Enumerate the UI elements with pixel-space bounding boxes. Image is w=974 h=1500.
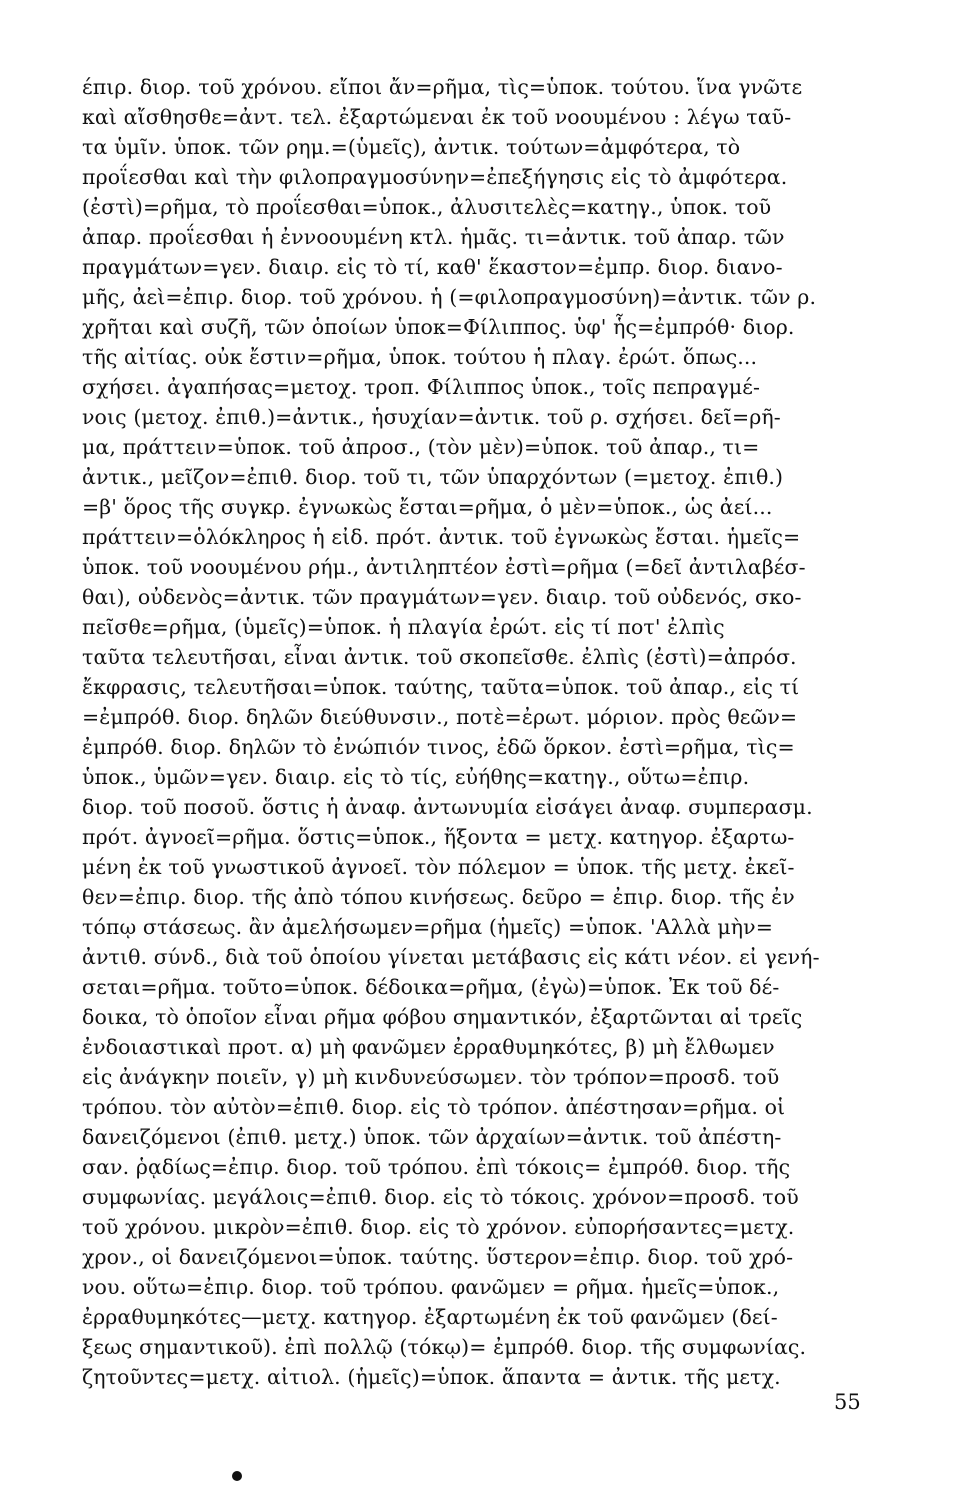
text-line: δοικα, τὸ ὁποῖον εἶναι ρῆμα φόβου σημαντικόν, ἐξαρτῶνται αἱ τρεῖς xyxy=(82,1005,803,1029)
text-line: διορ. τοῦ ποσοῦ. ὅστις ἡ ἀναφ. ἀντωνυμία εἰσάγει ἀναφ. συμπερασμ. xyxy=(82,795,813,819)
text-line: τόπῳ στάσεως. ἂν ἀμελήσωμεν=ρῆμα (ἡμεῖς) =ὑποκ. 'Αλλὰ μὴν= xyxy=(82,915,773,939)
text-line: μένη ἐκ τοῦ γνωστικοῦ ἀγνοεῖ. τὸν πόλεμον = ὑποκ. τῆς μετχ. ἐκεῖ- xyxy=(82,855,795,879)
text-line: πεῖσθε=ρῆμα, (ὑμεῖς)=ὑποκ. ἡ πλαγία ἐρώτ. εἰς τί ποτ' ἐλπὶς xyxy=(82,615,725,639)
text-line: ταῦτα τελευτῆσαι, εἶναι ἀντικ. τοῦ σκοπεῖσθε. ἐλπὶς (ἐστὶ)=ἀπρόσ. xyxy=(82,645,797,669)
text-line: πράττειν=ὁλόκληρος ἡ εἰδ. πρότ. ἀντικ. τοῦ ἐγνωκὼς ἔσται. ἡμεῖς= xyxy=(82,525,801,549)
text-line: ἀντιθ. σύνδ., διὰ τοῦ ὁποίου γίνεται μετάβασις εἰς κάτι νέον. εἰ γενή- xyxy=(82,945,820,969)
text-line: σχήσει. ἀγαπήσας=μετοχ. τροπ. Φίλιππος ὑποκ., τοῖς πεπραγμέ- xyxy=(82,375,760,399)
text-line: (ἐστὶ)=ρῆμα, τὸ προΐεσθαι=ὑποκ., ἀλυσιτελὲς=κατηγ., ὑποκ. τοῦ xyxy=(82,195,772,219)
text-line: έπιρ. διορ. τοῦ χρόνου. εἴποι ἄν=ρῆμα, τὶς=ὑποκ. τούτου. ἵνα γνῶτε xyxy=(82,75,803,99)
text-line: καὶ αἴσθησθε=ἀντ. τελ. ἐξαρτώμεναι ἐκ τοῦ νοουμένου : λέγω ταῦ- xyxy=(82,105,792,129)
text-line: ἀντικ., μεῖζον=ἐπιθ. διορ. τοῦ τι, τῶν ὑπαρχόντων (=μετοχ. ἐπιθ.) xyxy=(82,465,784,489)
text-line: χρῆται καὶ συζῆ, τῶν ὁποίων ὑποκ=Φίλιππος. ὑφ' ἧς=ἐμπρόθ· διορ. xyxy=(82,315,795,339)
text-line: τα ὑμῖν. ὑποκ. τῶν ρημ.=(ὑμεῖς), ἀντικ. τούτων=ἀμφότερα, τὸ xyxy=(82,135,741,159)
text-line: τρόπου. τὸν αὐτὸν=ἐπιθ. διορ. εἰς τὸ τρόπον. ἀπέστησαν=ρῆμα. οἱ xyxy=(82,1095,786,1119)
text-line: σαν. ῥᾳδίως=ἐπιρ. διορ. τοῦ τρόπου. ἐπὶ τόκοις= ἐμπρόθ. διορ. τῆς xyxy=(82,1155,791,1179)
text-line: τοῦ χρόνου. μικρὸν=ἐπιθ. διορ. εἰς τὸ χρόνον. εὐπορήσαντες=μετχ. xyxy=(82,1215,795,1239)
text-line: ἔκφρασις, τελευτῆσαι=ὑποκ. ταύτης, ταῦτα=ὑποκ. τοῦ ἀπαρ., εἰς τί xyxy=(82,675,800,699)
text-line: μα, πράττειν=ὑποκ. τοῦ ἀπροσ., (τὸν μὲν)=ὑποκ. τοῦ ἀπαρ., τι= xyxy=(82,435,760,459)
text-line: ἐρραθυμηκότες—μετχ. κατηγορ. ἐξαρτωμένη ἐκ τοῦ φανῶμεν (δεί- xyxy=(82,1305,778,1329)
text-line: πρότ. ἀγνοεῖ=ρῆμα. ὅστις=ὑποκ., ἥξοντα = μετχ. κατηγορ. ἐξαρτω- xyxy=(82,825,795,849)
text-line: ἐμπρόθ. διορ. δηλῶν τὸ ἐνώπιόν τινος, ἐδῶ ὅρκον. ἐστὶ=ρῆμα, τὶς= xyxy=(82,735,795,759)
commentary-text-block xyxy=(82,72,898,1392)
text-line: =β' ὅρος τῆς συγκρ. ἐγνωκὼς ἔσται=ρῆμα, ὁ μὲν=ὑποκ., ὡς ἀεί... xyxy=(82,495,773,519)
text-line: ἐνδοιαστικαὶ προτ. α) μὴ φανῶμεν ἐρραθυμηκότες, β) μὴ ἔλθωμεν xyxy=(82,1035,775,1059)
text-line: νοις (μετοχ. ἐπιθ.)=ἀντικ., ἡσυχίαν=ἀντικ. τοῦ ρ. σχήσει. δεῖ=ρῆ- xyxy=(82,405,781,429)
text-line: θεν=ἐπιρ. διορ. τῆς ἀπὸ τόπου κινήσεως. δεῦρο = ἐπιρ. διορ. τῆς ἐν xyxy=(82,885,795,909)
text-line: μῆς, ἀεὶ=ἐπιρ. διορ. τοῦ χρόνου. ἡ (=φιλοπραγμοσύνη)=ἀντικ. τῶν ρ. xyxy=(82,285,817,309)
text-line: σεται=ρῆμα. τοῦτο=ὑποκ. δέδοικα=ρῆμα, (ἐγὼ)=ὑποκ. Ἐκ τοῦ δέ- xyxy=(82,975,780,999)
text-line: προΐεσθαι καὶ τὴν φιλοπραγμοσύνην=ἐπεξήγησις εἰς τὸ ἀμφότερα. xyxy=(82,165,788,189)
text-line: τῆς αἰτίας. οὐκ ἔστιν=ρῆμα, ὑποκ. τούτου ἡ πλαγ. ἐρώτ. ὅπως... xyxy=(82,345,758,369)
text-line: θαι), οὐδενὸς=ἀντικ. τῶν πραγμάτων=γεν. διαιρ. τοῦ οὐδενός, σκο- xyxy=(82,585,802,609)
text-line: δανειζόμενοι (ἐπιθ. μετχ.) ὑποκ. τῶν ἀρχαίων=ἀντικ. τοῦ ἀπέστη- xyxy=(82,1125,782,1149)
text-line: ἀπαρ. προΐεσθαι ἡ ἐννοουμένη κτλ. ἡμᾶς. τι=ἀντικ. τοῦ ἀπαρ. τῶν xyxy=(82,225,785,249)
text-line: πραγμάτων=γεν. διαιρ. εἰς τὸ τί, καθ' ἕκαστον=ἐμπρ. διορ. διανο- xyxy=(82,255,783,279)
text-line: χρον., οἱ δανειζόμενοι=ὑποκ. ταύτης. ὕστερον=ἐπιρ. διορ. τοῦ χρό- xyxy=(82,1245,794,1269)
text-line: εἰς ἀνάγκην ποιεῖν, γ) μὴ κινδυνεύσωμεν. τὸν τρόπον=προσδ. τοῦ xyxy=(82,1065,780,1089)
text-line: ὑποκ., ὑμῶν=γεν. διαιρ. εἰς τὸ τίς, εὐήθης=κατηγ., οὕτω=ἐπιρ. xyxy=(82,765,750,789)
text-line: ξεως σημαντικοῦ). ἐπὶ πολλῷ (τόκῳ)= ἐμπρόθ. διορ. τῆς συμφωνίας. xyxy=(82,1335,807,1359)
text-line: νου. οὕτω=ἐπιρ. διορ. τοῦ τρόπου. φανῶμεν = ρῆμα. ἡμεῖς=ὑποκ., xyxy=(82,1275,780,1299)
text-line: συμφωνίας. μεγάλοις=ἐπιθ. διορ. εἰς τὸ τόκοις. χρόνον=προσδ. τοῦ xyxy=(82,1185,799,1209)
bullet-dot-mark xyxy=(232,1471,242,1481)
text-line: ζητοῦντες=μετχ. αἰτιολ. (ἡμεῖς)=ὑποκ. ἅπαντα = ἀντικ. τῆς μετχ. xyxy=(82,1365,781,1389)
text-line: =ἐμπρόθ. διορ. δηλῶν διεύθυνσιν., ποτὲ=ἐρωτ. μόριον. πρὸς θεῶν= xyxy=(82,705,798,729)
text-line: ὑποκ. τοῦ νοουμένου ρήμ., ἀντιληπτέον ἐστὶ=ρῆμα (=δεῖ ἀντιλαβέσ- xyxy=(82,555,806,579)
page-number: 55 xyxy=(834,1390,861,1414)
